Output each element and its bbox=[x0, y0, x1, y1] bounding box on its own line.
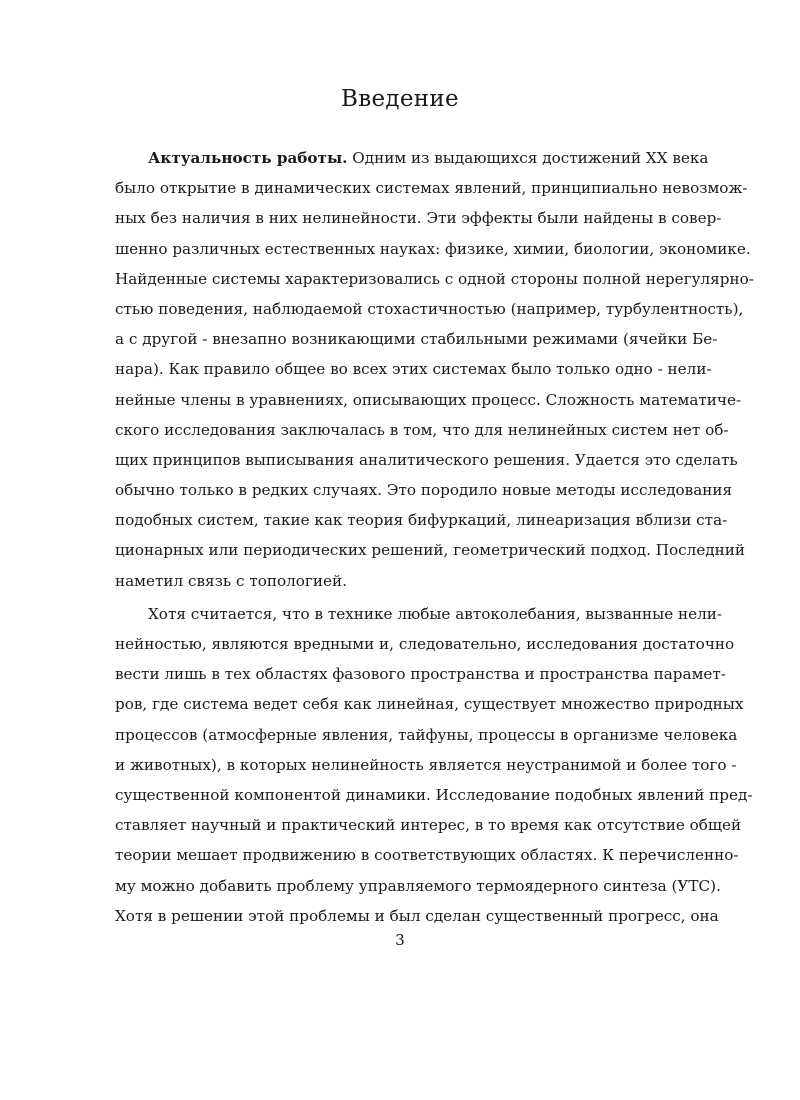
section-title: Введение bbox=[341, 86, 459, 112]
text-line: му можно добавить проблему управляемого термоядерного синтеза (УТС). bbox=[115, 876, 721, 895]
text-line: и животных), в которых нелинейность является неустранимой и более того - bbox=[115, 755, 737, 774]
text-line: а с другой - внезапно возникающими стабильными режимами (ячейки Бе- bbox=[115, 330, 718, 349]
text-line: Хотя в решении этой проблемы и был сделан существенный прогресс, она bbox=[115, 906, 719, 925]
page-number: 3 bbox=[395, 931, 405, 949]
text-line: ров, где система ведет себя как линейная, существует множество природных bbox=[115, 695, 744, 714]
text-line: нейные члены в уравнениях, описывающих процесс. Сложность математиче- bbox=[115, 390, 742, 409]
lead-heading: Актуальность работы. bbox=[148, 149, 348, 167]
text-line: стью поведения, наблюдаемой стохастичностью (например, турбулентность), bbox=[115, 299, 744, 318]
lead-line-rest: Одним из выдающихся достижений XX века bbox=[347, 149, 709, 167]
text-line: Хотя считается, что в технике любые автоколебания, вызванные нели- bbox=[148, 604, 723, 623]
text-line: шенно различных естественных науках: физике, химии, биологии, экономике. bbox=[115, 239, 751, 258]
text-line bbox=[115, 143, 709, 173]
text-line: ского исследования заключалась в том, что для нелинейных систем нет об- bbox=[115, 420, 729, 439]
text-line: нара). Как правило общее во всех этих системах было только одно - нели- bbox=[115, 360, 712, 379]
text-line: ционарных или периодических решений, геометрический подход. Последний bbox=[115, 541, 746, 560]
text-line: процессов (атмосферные явления, тайфуны, процессы в организме человека bbox=[115, 725, 738, 744]
body-text bbox=[115, 143, 754, 931]
text-line: ставляет научный и практический интерес, в то время как отсутствие общей bbox=[115, 816, 742, 835]
text-line: теории мешает продвижению в соответствующих областях. К перечисленно- bbox=[115, 846, 739, 865]
paragraph-nonlinearity bbox=[115, 599, 753, 931]
paragraph-relevance bbox=[115, 143, 754, 596]
text-line: щих принципов выписывания аналитического решения. Удается это сделать bbox=[115, 450, 738, 469]
text-line: обычно только в редких случаях. Это породило новые методы исследования bbox=[115, 481, 733, 500]
text-line: наметил связь с топологией. bbox=[115, 571, 347, 590]
text-line: нейностью, являются вредными и, следовательно, исследования достаточно bbox=[115, 635, 735, 653]
text-line: вести лишь в тех областях фазового пространства и пространства парамет- bbox=[115, 665, 726, 684]
text-line: было открытие в динамических системах явлений, принципиально невозмож- bbox=[115, 179, 748, 198]
text-line: существенной компонентой динамики. Исследование подобных явлений пред- bbox=[115, 785, 753, 804]
text-line: ных без наличия в них нелинейности. Эти эффекты были найдены в совер- bbox=[115, 209, 722, 228]
text-line: подобных систем, такие как теория бифуркаций, линеаризация вблизи ста- bbox=[115, 511, 728, 530]
text-line: Найденные системы характеризовались с одной стороны полной нерегулярно- bbox=[115, 269, 754, 288]
